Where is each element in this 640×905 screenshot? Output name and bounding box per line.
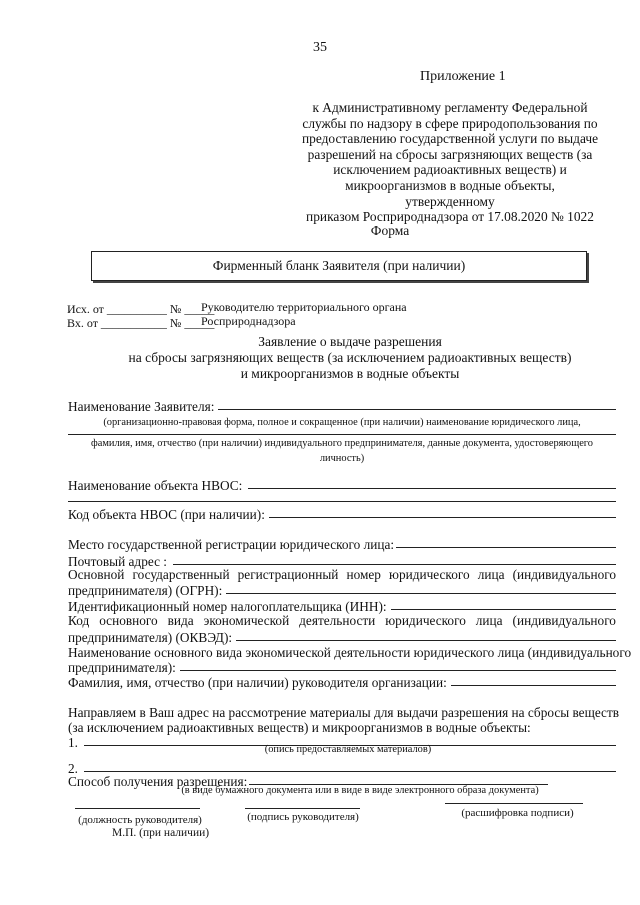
activity-row [68, 660, 616, 676]
appendix-line: разрешений на сбросы загрязняющих веществ (за [307, 146, 593, 162]
signature-caption: (подпись руководителя) [247, 811, 359, 823]
ogrn-label: предпринимателя) (ОГРН): [68, 583, 223, 598]
applicant-name-field[interactable] [218, 399, 616, 410]
addressee [201, 300, 407, 328]
ogrn-word: (индивидуального [512, 567, 616, 582]
appendix-line: приказом Росприроднадзора от 17.08.2020 № 1022 [306, 209, 594, 225]
application-title-line: Заявление о выдаче разрешения [258, 334, 442, 349]
application-title [0, 334, 640, 382]
ogrn-label-line-1 [68, 567, 616, 583]
appendix-reference [300, 100, 600, 225]
okved-word: Код [68, 613, 90, 628]
letterhead-text: Фирменный бланк Заявителя (при наличии) [212, 258, 466, 273]
applicant-caption: фамилия, имя, отчество (при наличии) индивидуального предпринимателя, данные документа, удостоверяющего [90, 438, 594, 449]
head-name-row [68, 675, 616, 691]
materials-item-1-number: 1. [68, 735, 78, 750]
okved-label-line-1 [68, 613, 616, 629]
postal-address-field[interactable] [173, 554, 616, 565]
inn-field[interactable] [391, 599, 616, 610]
activity-label-line-1: Наименование основного вида экономической деятельности юридического лица (индивидуального [68, 645, 632, 660]
outgoing-line: Исх. от __________ № _____ [67, 302, 215, 316]
materials-item-2-field[interactable] [84, 761, 616, 772]
receipt-method-field[interactable] [249, 774, 548, 785]
application-title-line: и микроорганизмов в водные объекты [240, 366, 460, 381]
decoding-caption: (расшифровка подписи) [461, 807, 574, 819]
facility-code-field[interactable] [269, 507, 616, 518]
ogrn-word: юридического [389, 567, 470, 582]
ogrn-field[interactable] [226, 583, 616, 594]
ogrn-word: лица [477, 567, 505, 582]
materials-item-2-number: 2. [68, 761, 78, 776]
applicant-caption: личность) [319, 453, 365, 464]
ogrn-word: Основной [68, 567, 125, 582]
stamp-place: М.П. (при наличии) [112, 827, 210, 839]
letterhead-box [91, 251, 587, 281]
okved-word: юридического [385, 613, 466, 628]
facility-name-line-2[interactable] [68, 501, 616, 502]
appendix-line: исключением радиоактивных веществ) и [333, 162, 567, 178]
applicant-name-line-2[interactable] [68, 434, 616, 435]
registration-place-field[interactable] [396, 537, 616, 548]
signature-line[interactable] [245, 808, 360, 809]
appendix-line: микроорганизмов в водные объекты, утвержденному [345, 177, 555, 209]
appendix-line: к Административному регламенту Федеральной [312, 100, 588, 115]
facility-code-label: Код объекта НВОС (при наличии): [68, 507, 265, 522]
facility-name-field[interactable] [248, 478, 616, 489]
okved-word: (индивидуального [512, 613, 616, 628]
submission-line-1: Направляем в Ваш адрес на рассмотрение материалы для выдачи разрешения на сбросы веществ [68, 705, 620, 720]
position-line[interactable] [75, 808, 200, 809]
registration-place-row [68, 537, 616, 553]
ogrn-word: номер [346, 567, 381, 582]
submission-line-2: (за исключением радиоактивных веществ) и микроорганизмов в водные объекты: [68, 720, 531, 735]
facility-name-label: Наименование объекта НВОС: [68, 478, 243, 493]
receipt-method-label: Способ получения разрешения: [68, 774, 248, 789]
ogrn-word: регистрационный [237, 567, 339, 582]
head-name-label: Фамилия, имя, отчество (при наличии) руководителя организации: [68, 675, 447, 690]
okved-word: деятельности [299, 613, 376, 628]
okved-row [68, 630, 616, 646]
facility-name-row [68, 478, 616, 494]
registration-place-label: Место государственной регистрации юридического лица: [68, 537, 395, 552]
okved-field[interactable] [236, 630, 616, 641]
head-name-field[interactable] [451, 675, 616, 686]
appendix-title: Приложение 1 [420, 69, 506, 84]
position-caption: (должность руководителя) [78, 814, 202, 826]
activity-field[interactable] [180, 660, 616, 671]
receipt-method-caption: (в виде бумажного документа или в виде в виде электронного образа документа) [181, 785, 539, 796]
appendix-line: службы по надзору в сфере природопользования по [302, 115, 598, 131]
addressee-line: Росприроднадзора [201, 314, 296, 328]
okved-word: лица [475, 613, 503, 628]
okved-label: предпринимателя) (ОКВЭД): [68, 630, 233, 645]
applicant-caption: (организационно-правовая форма, полное и сокращенное (при наличии) наименование юридического лица, [103, 417, 581, 428]
ogrn-word: государственный [132, 567, 230, 582]
facility-code-row [68, 507, 616, 523]
inn-label: Идентификационный номер налогоплательщика (ИНН): [68, 599, 387, 614]
materials-caption: (опись предоставляемых материалов) [264, 744, 432, 755]
okved-word: вида [167, 613, 194, 628]
postal-address-label: Почтовый адрес : [68, 554, 167, 569]
application-title-line: на сбросы загрязняющих веществ (за исключением радиоактивных веществ) [128, 350, 572, 365]
decoding-line[interactable] [445, 803, 583, 804]
activity-label: предпринимателя): [68, 660, 176, 675]
addressee-line: Руководителю территориального органа [201, 300, 407, 314]
page-number: 35 [313, 40, 327, 55]
incoming-line: Вх. от ___________ № _____ [67, 316, 215, 330]
form-label: Форма [370, 223, 410, 238]
applicant-name-label: Наименование Заявителя: [68, 399, 215, 414]
okved-word: экономической [203, 613, 290, 628]
outgoing-number-block [67, 302, 214, 330]
applicant-name-row [68, 399, 616, 415]
ogrn-row [68, 583, 616, 599]
okved-word: основного [99, 613, 158, 628]
appendix-line: предоставлению государственной услуги по выдаче [301, 131, 599, 147]
